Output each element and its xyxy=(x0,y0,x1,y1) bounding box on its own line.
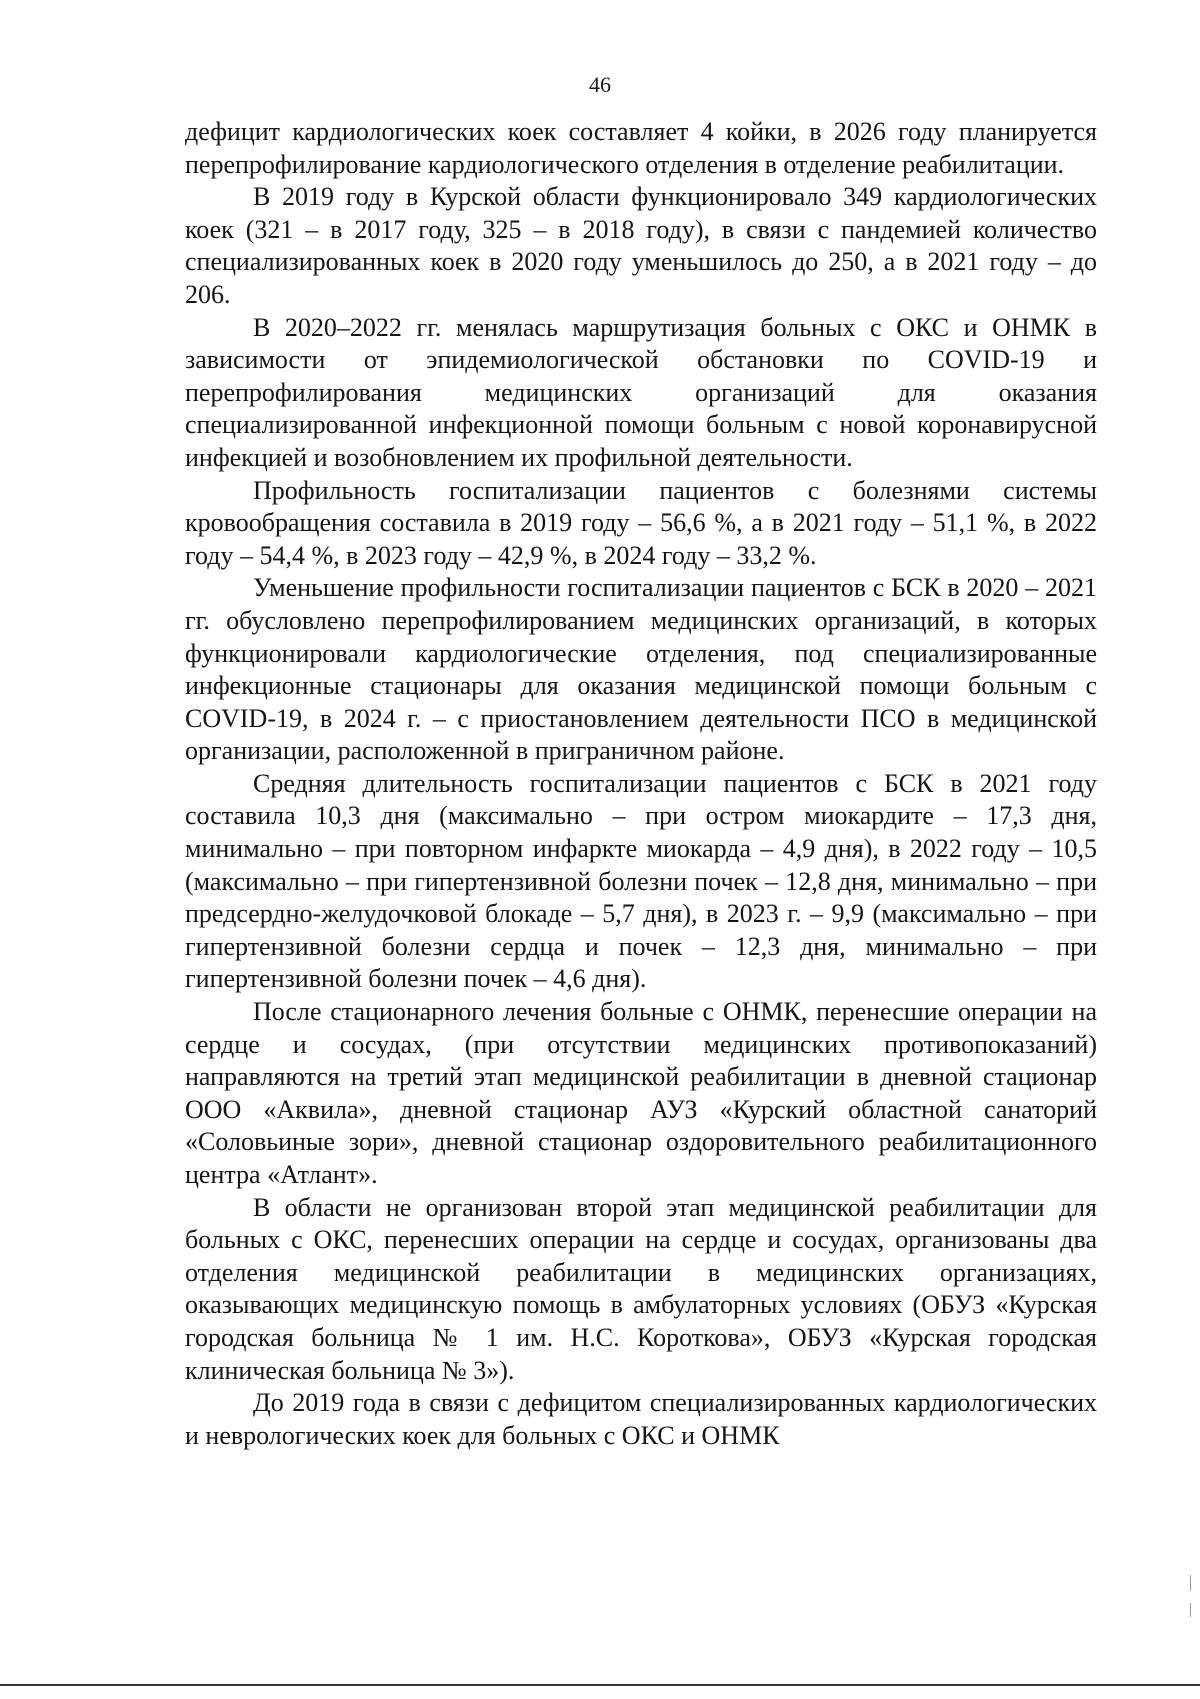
paragraph-bed-count-2019: В 2019 году в Курской области функционировало 349 кардиологических коек (321 – в 2017 году, 325 – в 2018 году), в связи с пандемией количество специализированных коек в 2020 году уменьшилось до 250, а в 2021 году – до 206. xyxy=(185,182,1097,309)
paragraph-continuation-cardiology-beds: дефицит кардиологических коек составляет 4 койки, в 2026 году планируется перепрофилирование кардиологического отделения в отделение реабилитации. xyxy=(185,117,1097,179)
paragraph-hospitalization-profile: Профильность госпитализации пациентов с болезнями системы кровообращения составила в 2019 году – 56,6 %, а в 2021 году – 51,1 %, в 2022 году – 54,4 %, в 2023 году – 42,9 %, в 2024 году – 33,2 %. xyxy=(185,475,1097,570)
paragraph-average-duration: Средняя длительность госпитализации пациентов с БСК в 2021 году составила 10,3 дня (максимально – при остром миокардите – 17,3 дня, минимально – при повторном инфаркте миокарда – 4,9 дня), в 2022 году – 10,5 (максимально – при гипертензивной болезни почек – 12,8 дня, минимально – при предсердно-желудочковой блокаде – 5,7 дня), в 2023 г. – 9,9 (максимально – при гипертензивной болезни сердца и почек – 12,3 дня, минимально – при гипертензивной болезни почек – 4,6 дня). xyxy=(185,768,1097,994)
paragraph-before-2019: До 2019 года в связи с дефицитом специализированных кардиологических и неврологических коек для больных с ОКС и ОНМК xyxy=(185,1388,1097,1450)
paragraph-rehabilitation-third-stage: После стационарного лечения больные с ОНМК, перенесшие операции на сердце и сосудах, (при отсутствии медицинских противопоказаний) направляются на третий этап медицинской реабилитации в дневной стационар ООО «Аквила», дневной стационар АУЗ «Курский областной санаторий «Соловьиные зори», дневной стационар оздоровительного реабилитационного центра «Атлант». xyxy=(185,997,1097,1189)
document-body xyxy=(185,116,1097,1452)
paragraph-profile-decrease: Уменьшение профильности госпитализации пациентов с БСК в 2020 – 2021 гг. обусловлено перепрофилированием медицинских организаций, в которых функционировали кардиологические отделения, под специализированные инфекционные стационары для оказания медицинской помощи больным с COVID-19, в 2024 г. – с приостановлением деятельности ПСО в медицинской организации, расположенной в приграничном районе. xyxy=(185,573,1097,766)
page-number: 46 xyxy=(589,72,611,97)
scan-edge-mark xyxy=(1190,1603,1191,1617)
paragraph-rehabilitation-second-stage: В области не организован второй этап медицинской реабилитации для больных с ОКС, перенесших операции на сердце и сосудах, организованы два отделения медицинской реабилитации в медицинских организациях, оказывающих медицинскую помощь в амбулаторных условиях (ОБУЗ «Курская городская больница № 1 им. Н.С. Короткова», ОБУЗ «Курская городская клиническая больница № 3»). xyxy=(185,1192,1097,1385)
scan-edge-mark xyxy=(1190,1575,1191,1591)
paragraph-routing-2020-2022: В 2020–2022 гг. менялась маршрутизация больных с ОКС и ОНМК в зависимости от эпидемиологической обстановки по COVID-19 и перепрофилирования медицинских организаций для оказания специализированной инфекционной помощи больным с новой коронавирусной инфекцией и возобновлением их профильной деятельности. xyxy=(185,312,1097,472)
scan-bottom-edge xyxy=(0,1684,1200,1686)
